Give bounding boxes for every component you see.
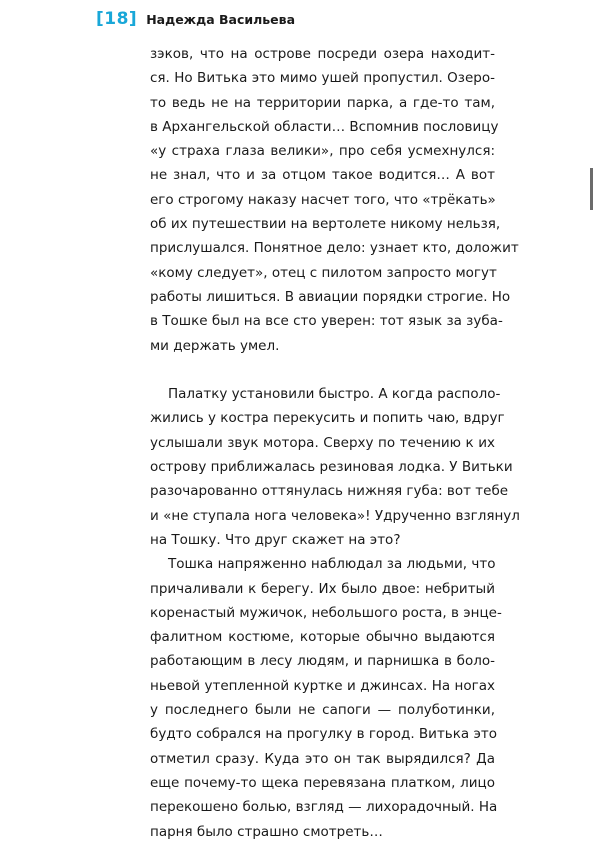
- page-number: [18]: [96, 9, 138, 29]
- text-line: и «не ступала нога человека»! Удрученно взглянул: [150, 507, 520, 524]
- section-break: [150, 358, 495, 382]
- text-line: еще почему-то щека перевязана платком, лицо: [150, 774, 495, 791]
- page-body: [150, 42, 520, 844]
- text-line: не знал, что и за отцом такое водится… А вот: [150, 167, 495, 184]
- text-line: ся. Но Витька это мимо ушей пропустил. Озеро-: [150, 70, 495, 87]
- text-line: причаливали к берегу. Их было двое: небритый: [150, 580, 495, 597]
- paragraph-2: [150, 382, 520, 552]
- text-line: острову приближалась резиновая лодка. У Витьки: [150, 459, 513, 476]
- text-line: жились у костра перекусить и попить чаю, вдруг: [150, 410, 505, 427]
- paragraph-1: [150, 42, 519, 358]
- text-line: об их путешествии на вертолете никому нельзя,: [150, 216, 501, 233]
- text-line: перекошено болью, взгляд — лихорадочный. На: [150, 799, 498, 816]
- edge-mark: [590, 168, 593, 210]
- text-line: «у страха глаза велики», про себя усмехнулся:: [150, 143, 495, 160]
- paragraph-3: [150, 552, 502, 844]
- text-line: Тошка напряженно наблюдал за людьми, что: [168, 556, 496, 573]
- text-line: будто собрался на прогулку в город. Витька это: [150, 726, 498, 743]
- text-line: Палатку установили быстро. А когда располо-: [168, 386, 501, 403]
- text-line: фалитном костюме, которые обычно выдаются: [150, 629, 495, 646]
- text-line: зэков, что на острове посреди озера находит-: [150, 46, 495, 62]
- text-line: отметил сразу. Куда это он так вырядился? Да: [150, 750, 495, 767]
- text-line: коренастый мужичок, небольшого роста, в энце-: [150, 604, 502, 621]
- text-line: его строгому наказу насчет того, что «трёкать»: [150, 191, 496, 208]
- page-header: [96, 6, 295, 32]
- text-line: прислушался. Понятное дело: узнает кто, доложит: [150, 240, 519, 257]
- text-line: услышали звук мотора. Сверху по течению к их: [150, 434, 495, 451]
- text-line: «кому следует», отец с пилотом запросто могут: [150, 264, 497, 281]
- text-line: у последнего были не сапоги — полуботинки,: [150, 702, 495, 719]
- text-line: разочарованно оттянулась нижняя губа: вот тебе: [150, 483, 509, 500]
- text-line: на Тошку. Что друг скажет на это?: [150, 531, 401, 548]
- text-line: работающим в лесу людям, и парнишка в боло-: [150, 653, 495, 670]
- text-line: ньевой утепленной куртке и джинсах. На ногах: [150, 677, 495, 694]
- text-line: ми держать умел.: [150, 337, 280, 354]
- running-head-author: Надежда Васильева: [146, 11, 296, 27]
- text-line: парня было страшно смотреть…: [150, 823, 383, 840]
- text-line: работы лишиться. В авиации порядки строгие. Но: [150, 288, 511, 305]
- text-line: в Тошке был на все сто уверен: тот язык за зуба-: [150, 313, 503, 330]
- text-line: в Архангельской области… Вспомнив пословицу: [150, 118, 499, 135]
- text-line: то ведь не на территории парка, а где-то там,: [150, 94, 495, 111]
